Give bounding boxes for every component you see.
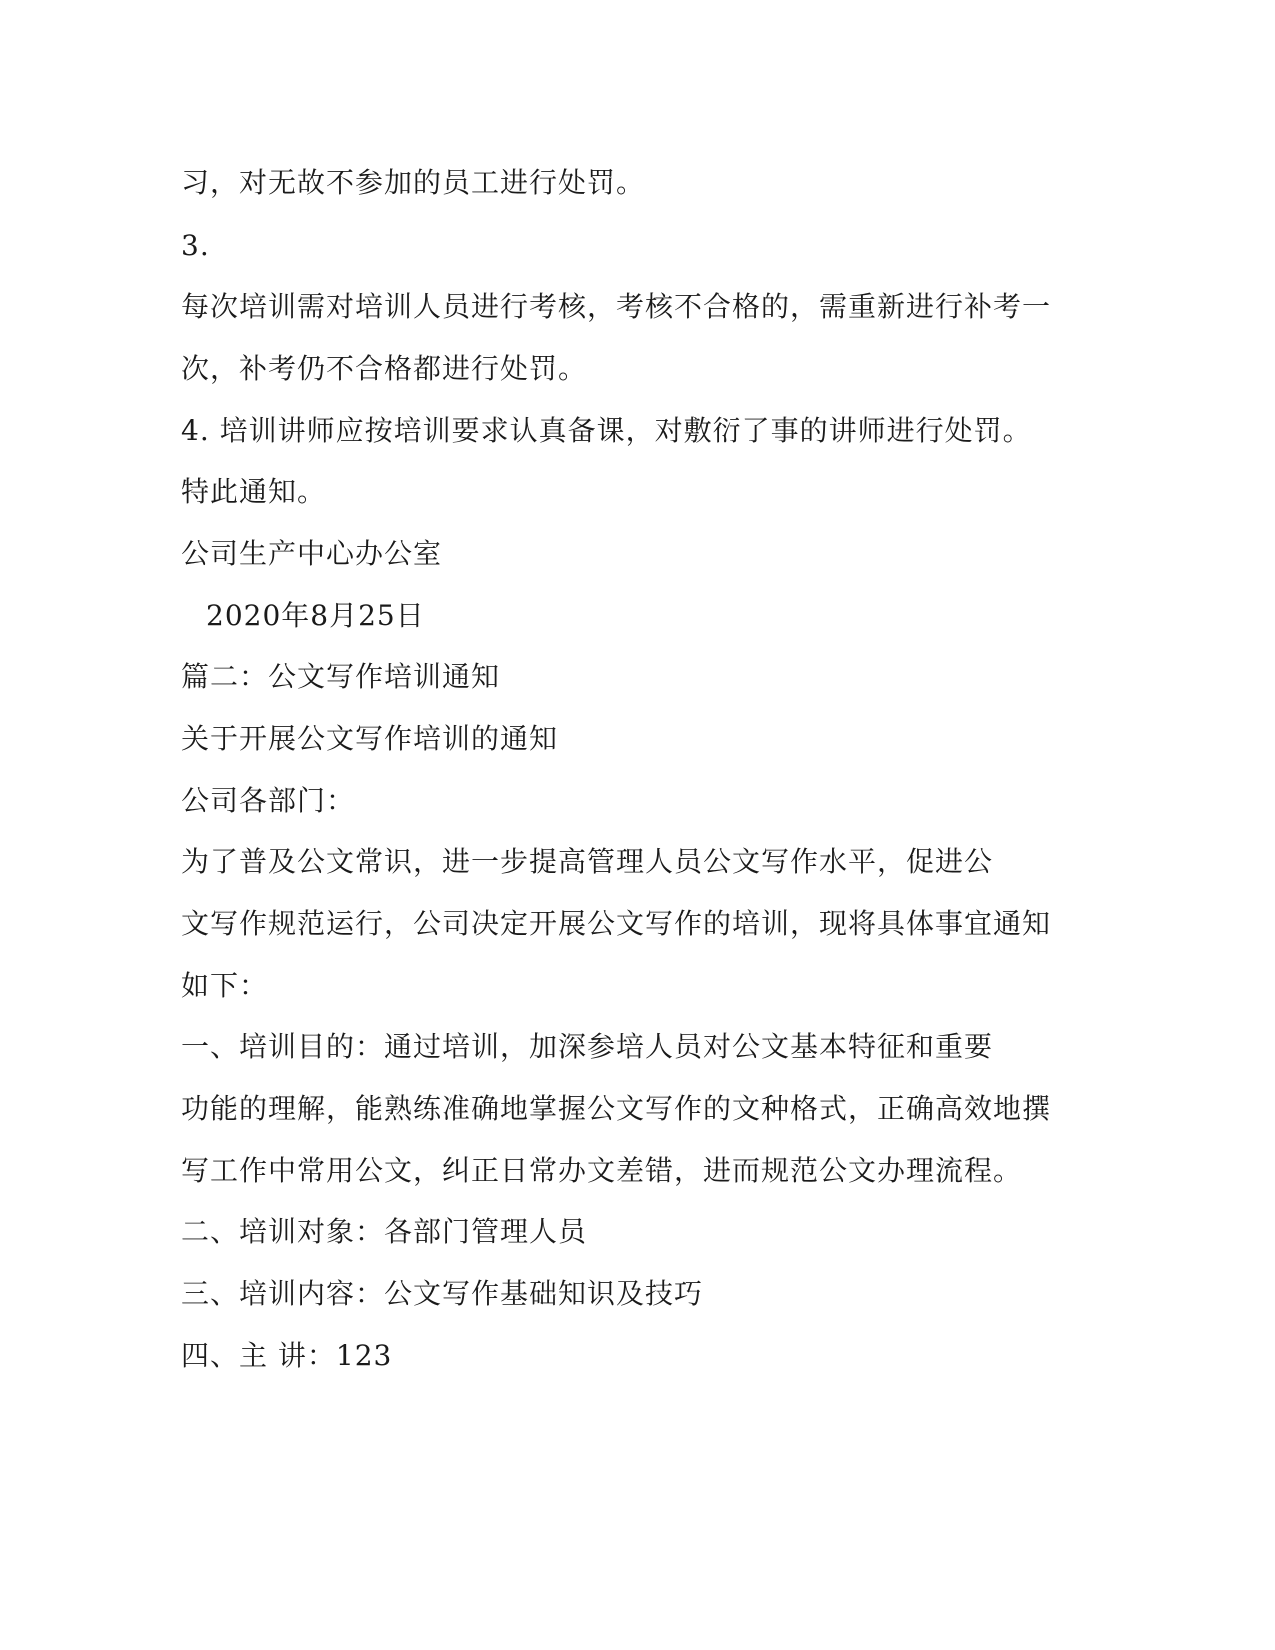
- salutation: 公司各部门：: [181, 784, 356, 817]
- section-heading: 篇二：公文写作培训通知: [181, 660, 501, 693]
- body-text-line: 文写作规范运行，公司决定开展公文写作的培训，现将具体事宜通知: [181, 907, 1052, 940]
- body-text-line: 功能的理解，能熟练准确地掌握公文写作的文种格式，正确高效地撰: [181, 1092, 1052, 1125]
- body-text-line: 写工作中常用公文，纠正日常办文差错，进而规范公文办理流程。: [181, 1154, 1023, 1187]
- notice-title: 关于开展公文写作培训的通知: [181, 722, 559, 755]
- body-text-line: 每次培训需对培训人员进行考核，考核不合格的，需重新进行补考一: [181, 290, 1052, 323]
- body-text-line: 如下：: [181, 969, 269, 1002]
- body-text-line: 四、主 讲：123: [181, 1339, 393, 1372]
- body-text-line: 习，对无故不参加的员工进行处罚。: [181, 166, 646, 199]
- body-text-line: 次，补考仍不合格都进行处罚。: [181, 352, 588, 385]
- list-number: 3.: [181, 229, 210, 262]
- body-text-line: 为了普及公文常识，进一步提高管理人员公文写作水平，促进公: [181, 845, 994, 878]
- body-text-line: 4. 培训讲师应按培训要求认真备课，对敷衍了事的讲师进行处罚。: [181, 414, 1032, 447]
- issue-date: 2020年8月25日: [206, 599, 425, 632]
- issuer-name: 公司生产中心办公室: [181, 537, 443, 570]
- closing-text: 特此通知。: [181, 475, 327, 508]
- body-text-line: 一、培训目的：通过培训，加深参培人员对公文基本特征和重要: [181, 1030, 994, 1063]
- body-text-line: 二、培训对象：各部门管理人员: [181, 1215, 588, 1248]
- body-text-line: 三、培训内容：公文写作基础知识及技巧: [181, 1277, 704, 1310]
